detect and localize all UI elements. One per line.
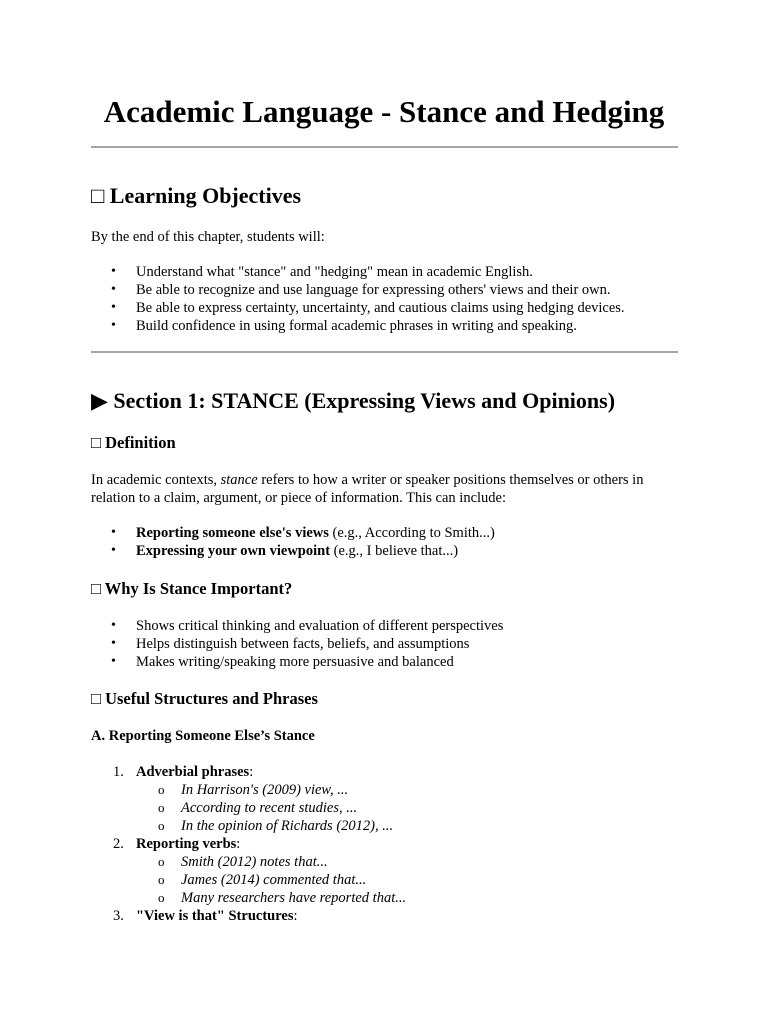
definition-heading	[91, 432, 176, 454]
importance-heading	[91, 578, 292, 600]
list-item	[91, 889, 691, 907]
list-item	[91, 781, 691, 799]
structures-heading-text: Useful Structures and Phrases	[105, 689, 318, 708]
definition-paragraph	[91, 471, 681, 507]
definition-heading-text: Definition	[105, 433, 176, 452]
para-text: In academic contexts,	[91, 472, 221, 488]
example-list	[136, 781, 691, 835]
list-item: • Understand what "stance" and "hedging" mean in academic English.	[91, 263, 691, 281]
example-text: James (2014) commented that...	[181, 872, 367, 888]
list-item	[91, 871, 691, 889]
definition-icon: □	[91, 433, 101, 452]
list-item-text: (e.g., According to Smith...)	[328, 525, 495, 541]
example-text: Smith (2012) notes that...	[181, 854, 328, 870]
list-item-bold: "View is that" Structures	[136, 908, 294, 924]
circle-bullet-icon: o	[158, 782, 165, 797]
objectives-heading	[91, 182, 301, 210]
list-item	[91, 817, 691, 835]
list-item: • Shows critical thinking and evaluation of different perspectives	[91, 617, 691, 635]
list-item	[91, 542, 691, 560]
circle-bullet-icon: o	[158, 890, 165, 905]
para-emphasis: stance	[220, 472, 258, 488]
section1-heading-text: Section 1: STANCE (Expressing Views and Opinions)	[113, 388, 616, 413]
list-item: • Be able to express certainty, uncertainty, and cautious claims using hedging devices.	[91, 299, 691, 317]
list-item: • Build confidence in using formal academic phrases in writing and speaking.	[91, 317, 691, 335]
list-item	[91, 853, 691, 871]
page-title: Academic Language - Stance and Hedging	[103, 94, 665, 129]
circle-bullet-icon: o	[158, 818, 165, 833]
section1-heading	[91, 387, 615, 415]
example-text: According to recent studies, ...	[181, 800, 358, 816]
list-item	[91, 799, 691, 817]
example-text: In the opinion of Richards (2012), ...	[181, 818, 394, 834]
structures-icon: □	[91, 689, 101, 708]
list-item: • Helps distinguish between facts, beliefs, and assumptions	[91, 635, 691, 653]
play-marker-icon: ▶	[91, 388, 108, 413]
list-item-bold: Reporting someone else's views	[136, 525, 329, 541]
list-item-bold: Reporting verbs	[136, 836, 237, 852]
circle-bullet-icon: o	[158, 800, 165, 815]
objectives-icon: □	[91, 183, 105, 208]
divider	[91, 146, 678, 148]
objectives-intro: By the end of this chapter, students will:	[91, 229, 325, 245]
list-item: • Makes writing/speaking more persuasive and balanced	[91, 653, 691, 671]
list-item-bold: Adverbial phrases	[136, 764, 250, 780]
example-list	[136, 853, 691, 907]
list-item: 3. "View is that" Structures:	[113, 908, 298, 924]
objectives-list	[91, 263, 691, 335]
divider	[91, 351, 678, 353]
circle-bullet-icon: o	[158, 872, 165, 887]
importance-heading-text: Why Is Stance Important?	[104, 579, 293, 598]
para-text: refers to how a writer or speaker positions themselves or others in relation to a claim, argument, or piece of information. This can include:	[91, 472, 644, 506]
example-text: In Harrison's (2009) view, ...	[181, 782, 349, 798]
list-item-text: (e.g., I believe that...)	[330, 543, 459, 559]
structures-subheading: A. Reporting Someone Else’s Stance	[91, 728, 315, 744]
list-item-bold: Expressing your own viewpoint	[136, 543, 331, 559]
list-item	[91, 524, 691, 542]
list-item: 1. Adverbial phrases: o In Harrison's (2009) view, ... o According to recent studies, ... o In the opinion of Richards (2012), ...	[91, 763, 691, 835]
list-number: 2.	[113, 836, 124, 852]
list-number: 1.	[113, 764, 124, 780]
example-text: Many researchers have reported that...	[181, 890, 407, 906]
structures-list	[91, 763, 691, 925]
importance-icon: □	[91, 579, 101, 598]
list-number: 3.	[113, 908, 124, 924]
definition-list	[91, 524, 691, 560]
circle-bullet-icon: o	[158, 854, 165, 869]
list-item: 2. Reporting verbs: o Smith (2012) notes that... o James (2014) commented that... o Many researchers have reported that...	[91, 835, 691, 907]
list-item: • Be able to recognize and use language for expressing others' views and their own.	[91, 281, 691, 299]
importance-list	[91, 617, 691, 671]
structures-heading	[91, 688, 318, 710]
objectives-heading-text: Learning Objectives	[109, 183, 302, 208]
